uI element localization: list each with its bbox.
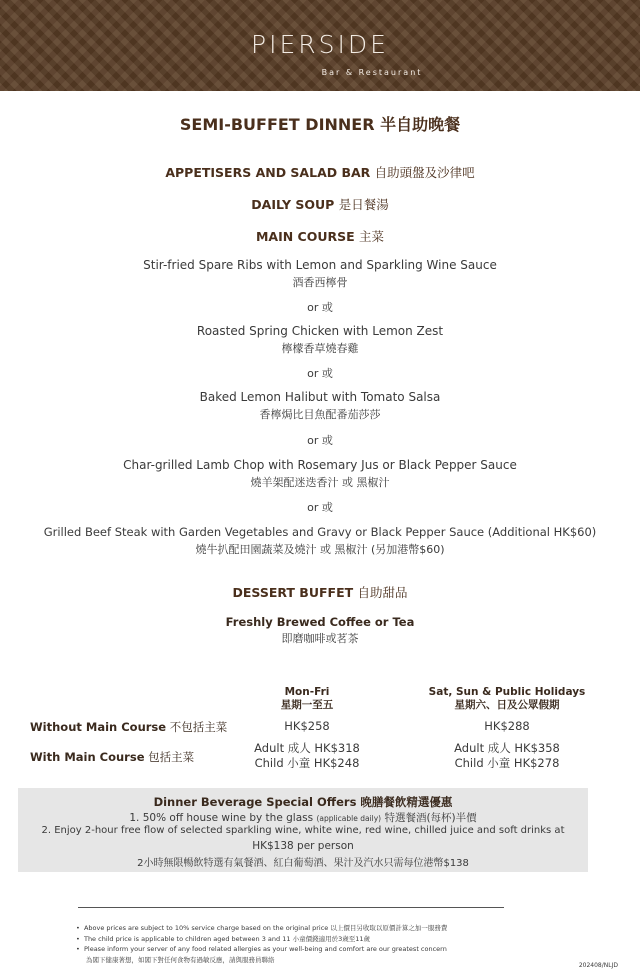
section-soup: DAILY SOUP 是日餐湯 bbox=[251, 197, 389, 212]
footnote: • Above prices are subject to 10% service charge based on the original price 以上價目另收取以原價計算之加一服務費 bbox=[76, 924, 448, 932]
col-header-weekday: Mon-Fri 星期一至五 bbox=[280, 686, 334, 711]
coffee-tea: Freshly Brewed Coffee or Tea bbox=[225, 615, 415, 629]
coffee-tea-zh: 即磨咖啡或茗茶 bbox=[281, 632, 359, 645]
or-separator: or 或 bbox=[307, 301, 333, 314]
dish-name-zh: 燒羊架配迷迭香汁 或 黑椒汁 bbox=[250, 476, 390, 489]
offer-line-2: 2. Enjoy 2-hour free flow of selected sparkling wine, white wine, red wine, chilled juice and soft drinks at bbox=[41, 825, 565, 836]
document-reference: 202408/NLJD bbox=[578, 962, 618, 969]
offer-line-4: 2小時無限暢飲特選有氣餐酒、紅白葡萄酒、果汁及汽水只需每位港幣$138 bbox=[137, 858, 469, 869]
price-weekday-no-main: HK$258 bbox=[284, 719, 330, 733]
brand-logo: PIERSIDE bbox=[251, 30, 389, 59]
or-separator: or 或 bbox=[307, 434, 333, 447]
section-appetisers: APPETISERS AND SALAD BAR 自助頭盤及沙律吧 bbox=[165, 165, 475, 180]
price-weekend-with-main: Adult 成人 HK$358 Child 小童 HK$278 bbox=[454, 741, 560, 770]
dish-name-zh: 檸檬香草燒春雞 bbox=[281, 342, 359, 355]
dish-name: Baked Lemon Halibut with Tomato Salsa bbox=[199, 390, 441, 404]
dish-name-zh: 燒牛扒配田園蔬菜及燒汁 或 黑椒汁 (另加港幣$60) bbox=[195, 543, 445, 556]
dish-name-zh: 香檸焗比目魚配番茄莎莎 bbox=[259, 408, 381, 421]
dish-name: Grilled Beef Steak with Garden Vegetables and Gravy or Black Pepper Sauce (Additional HK$60) bbox=[43, 525, 597, 539]
col-header-weekend: Sat, Sun & Public Holidays 星期六、日及公眾假期 bbox=[428, 686, 586, 711]
offers-title: Dinner Beverage Special Offers 晚膳餐飲精選優惠 bbox=[153, 795, 453, 809]
dish-name: Char-grilled Lamb Chop with Rosemary Jus or Black Pepper Sauce bbox=[123, 458, 517, 472]
or-separator: or 或 bbox=[307, 367, 333, 380]
section-dessert: DESSERT BUFFET 自助甜品 bbox=[232, 585, 408, 600]
dish-name: Stir-fried Spare Ribs with Lemon and Sparkling Wine Sauce bbox=[143, 258, 497, 272]
row-label-without-main: Without Main Course 不包括主菜 bbox=[30, 720, 228, 734]
dish-name-zh: 酒香西檸骨 bbox=[292, 276, 348, 289]
menu-title: SEMI-BUFFET DINNER 半自助晚餐 bbox=[179, 115, 461, 134]
section-main-course: MAIN COURSE 主菜 bbox=[255, 229, 385, 244]
footnote: 為閣下健康著想，如閣下對任何食物有過敏反應，請與服務員聯絡 bbox=[86, 956, 275, 964]
footnote-divider bbox=[78, 907, 504, 908]
footnote: • The child price is applicable to children aged between 3 and 11 小童價錢適用於3歲至11歲 bbox=[76, 935, 370, 943]
beverage-offers-box bbox=[18, 788, 588, 872]
offer-line-3: HK$138 per person bbox=[252, 840, 354, 852]
price-weekday-with-main: Adult 成人 HK$318 Child 小童 HK$248 bbox=[254, 741, 360, 770]
dish-name: Roasted Spring Chicken with Lemon Zest bbox=[196, 324, 444, 338]
footnote: • Please inform your server of any food related allergies as your well-being and comfort are our greatest concern bbox=[76, 945, 447, 953]
row-label-with-main: With Main Course 包括主菜 bbox=[30, 750, 195, 764]
brand-tagline: Bar & Restaurant bbox=[321, 68, 423, 77]
or-separator: or 或 bbox=[307, 501, 333, 514]
offer-line-1: 1. 50% off house wine by the glass (applicable daily) 特選餐酒(每杯)半價 bbox=[129, 812, 477, 824]
price-weekend-no-main: HK$288 bbox=[484, 719, 530, 733]
